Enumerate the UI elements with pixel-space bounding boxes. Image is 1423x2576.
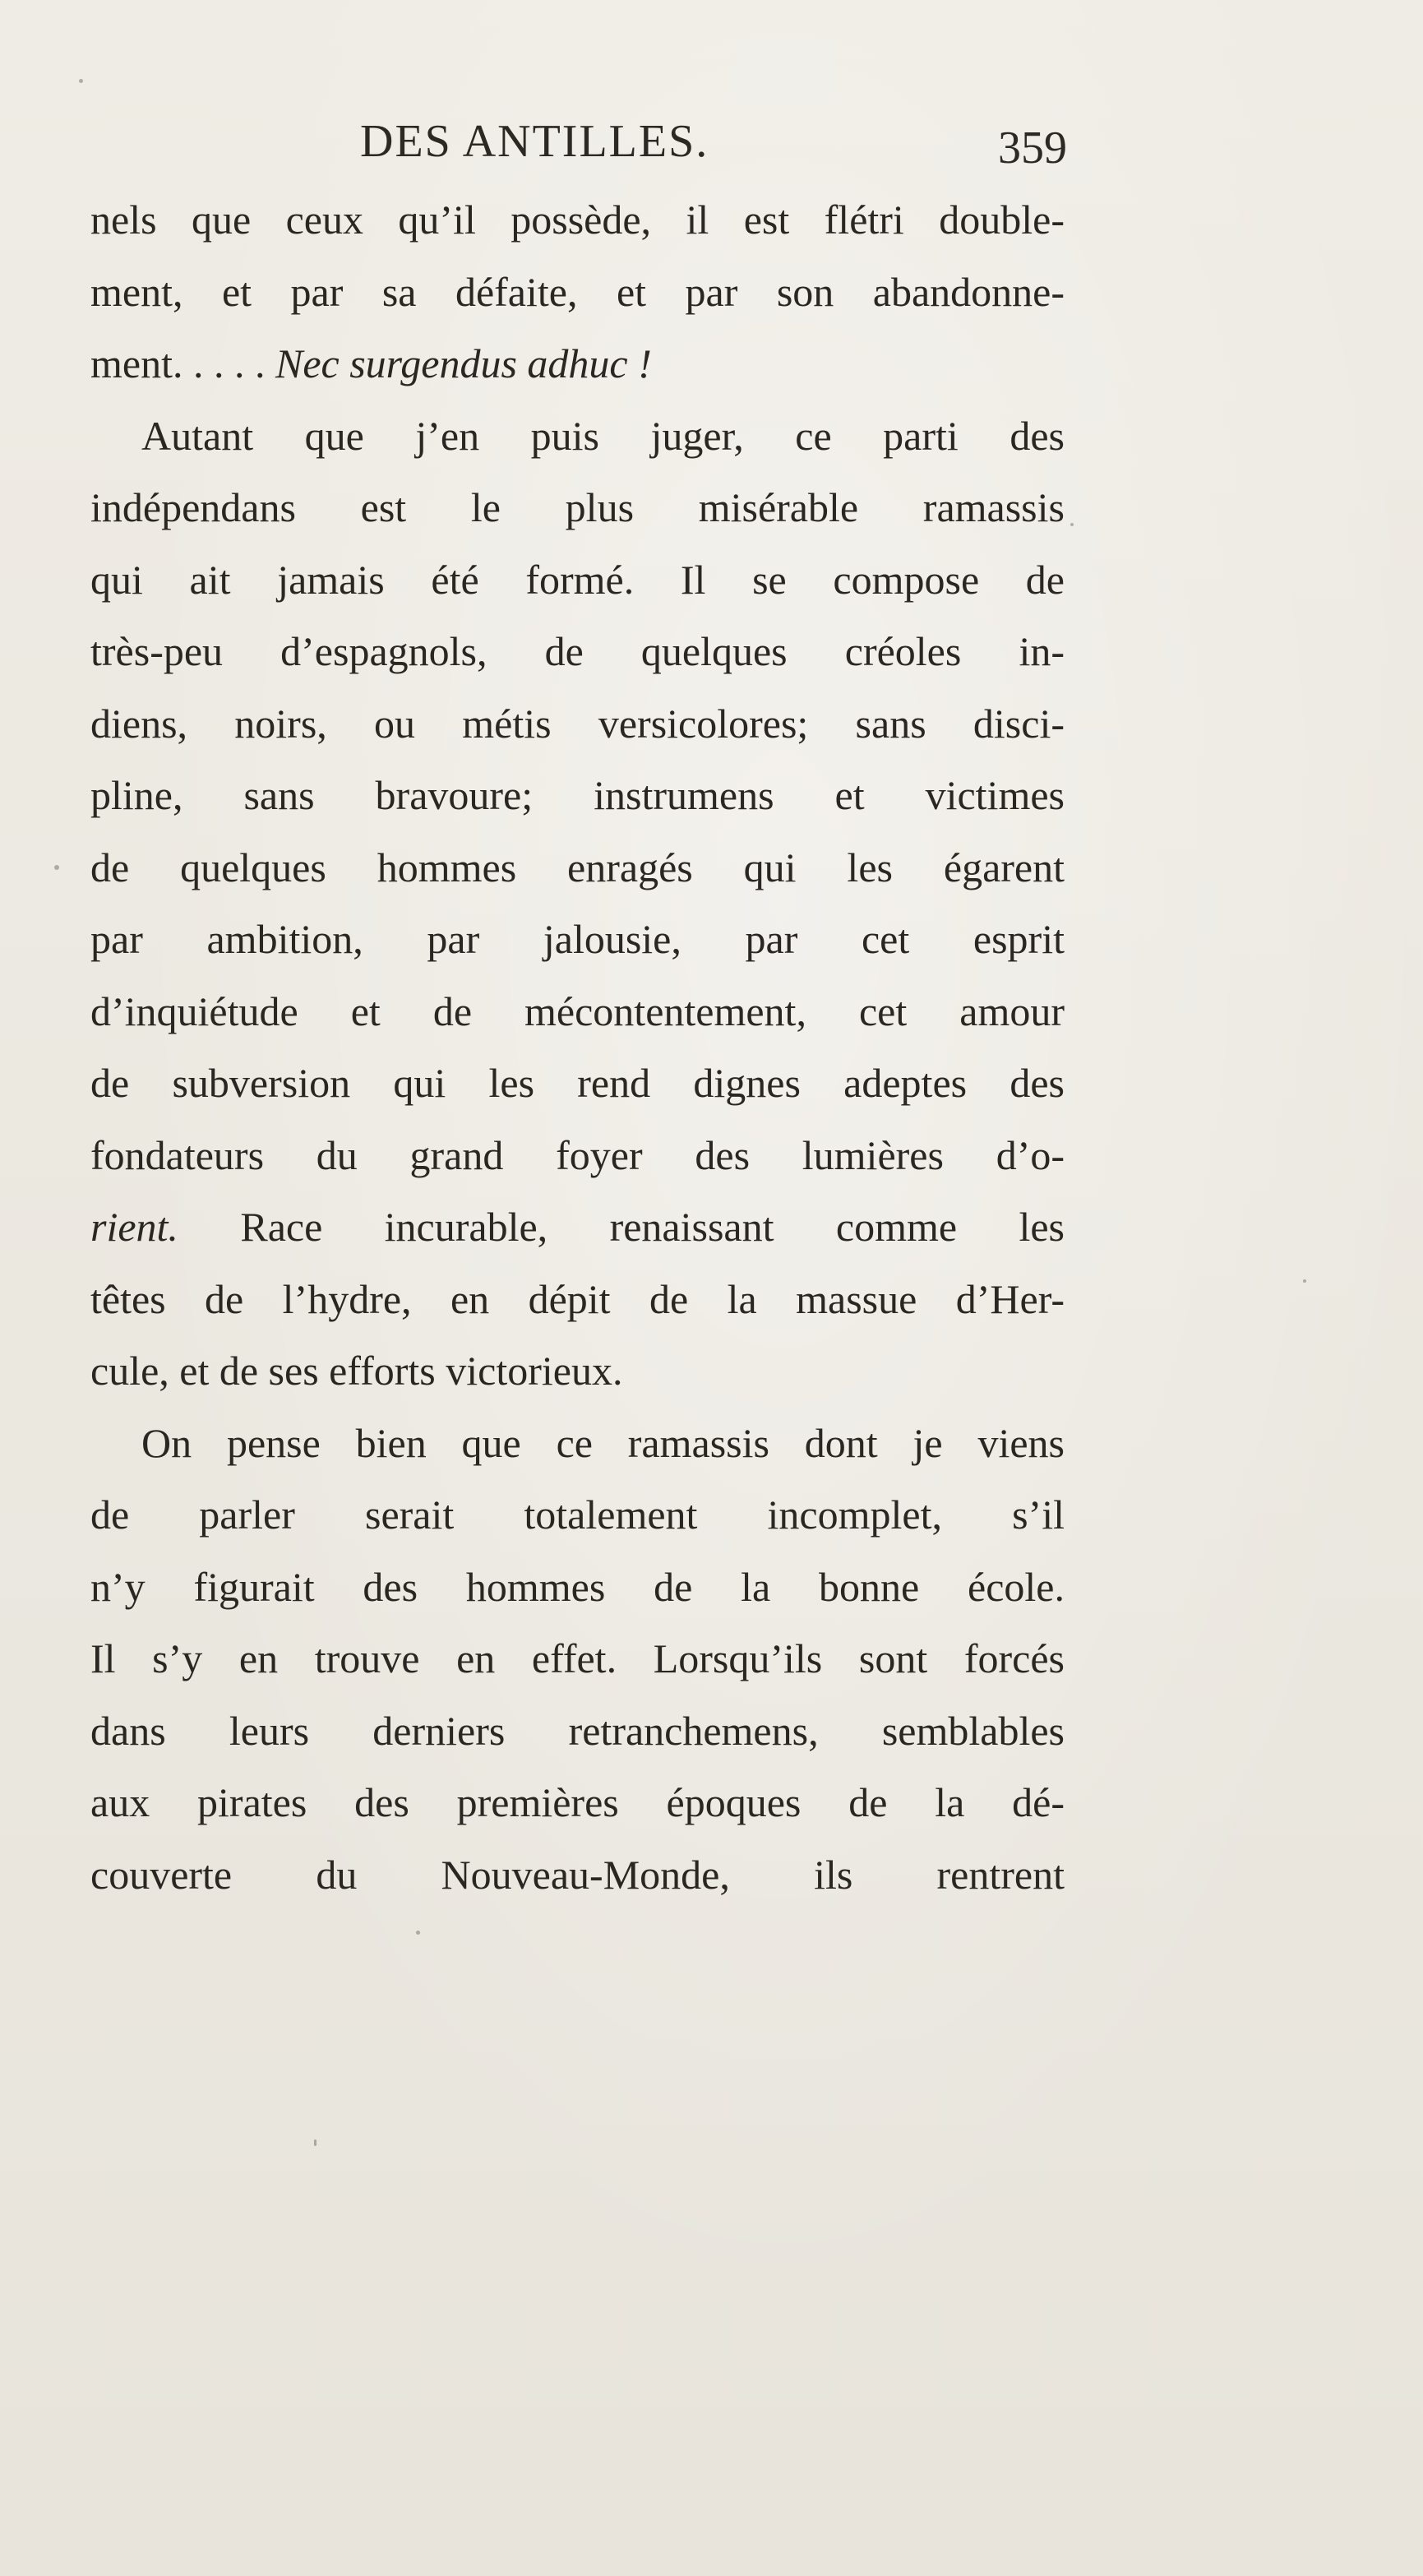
text-line: n’y figurait des hommes de la bonne école. — [90, 1563, 1065, 1610]
paper-speck — [416, 1931, 420, 1935]
text-line: diens, noirs, ou métis versicolores; sans disci- — [90, 700, 1065, 747]
paper-speck — [79, 79, 83, 83]
text-line: indépendans est le plus misérable ramassis — [90, 484, 1065, 530]
running-head: DES ANTILLES. — [360, 116, 709, 167]
text-line — [90, 328, 1065, 400]
page-header — [360, 115, 1067, 181]
text-line: ment, et par sa défaite, et par son abandonne- — [90, 268, 1065, 315]
text-line: cule, et de ses efforts victorieux. — [90, 1348, 623, 1394]
text-line: aux pirates des premières époques de la dé- — [90, 1779, 1065, 1825]
body-text — [90, 184, 1065, 1911]
latin-quote: Nec surgendus adhuc ! — [275, 340, 652, 386]
text-line: Il s’y en trouve en effet. Lorsqu’ils sont forcés — [90, 1635, 1065, 1681]
text-line: couverte du Nouveau-Monde, ils rentrent — [90, 1851, 1065, 1898]
text-roman: Race incurable, renaissant comme les — [240, 1204, 1065, 1250]
text-line: pline, sans bravoure; instrumens et victimes — [90, 772, 1065, 818]
text-line: de subversion qui les rend dignes adeptes des — [90, 1060, 1065, 1106]
text-line: dans leurs derniers retranchemens, semblables — [90, 1707, 1065, 1754]
text-line: très-peu d’espagnols, de quelques créoles in- — [90, 628, 1065, 674]
text-line: de quelques hommes enragés qui les égarent — [90, 844, 1065, 890]
paper-speck — [54, 865, 59, 870]
text-line: par ambition, par jalousie, par cet esprit — [90, 916, 1065, 962]
page-number: 359 — [998, 123, 1067, 173]
paragraph-start-line: Autant que j’en puis juger, ce parti des — [141, 412, 1065, 459]
paper-speck — [1303, 1279, 1306, 1283]
paragraph-start-line: On pense bien que ce ramassis dont je viens — [141, 1419, 1065, 1466]
text-line: d’inquiétude et de mécontentement, cet amour — [90, 987, 1065, 1034]
paper-speck — [314, 2139, 316, 2146]
italic-word: rient. — [90, 1204, 178, 1250]
text-roman: ment. . . . . — [90, 340, 266, 386]
text-line — [90, 1191, 1065, 1264]
text-line: fondateurs du grand foyer des lumières d’o- — [90, 1131, 1065, 1178]
text-line: têtes de l’hydre, en dépit de la massue d’Her- — [90, 1275, 1065, 1322]
text-line: de parler serait totalement incomplet, s’il — [90, 1491, 1065, 1538]
text-line: qui ait jamais été formé. Il se compose de — [90, 556, 1065, 603]
paper-speck — [1070, 523, 1074, 526]
text-line: nels que ceux qu’il possède, il est flétri double- — [90, 197, 1065, 243]
